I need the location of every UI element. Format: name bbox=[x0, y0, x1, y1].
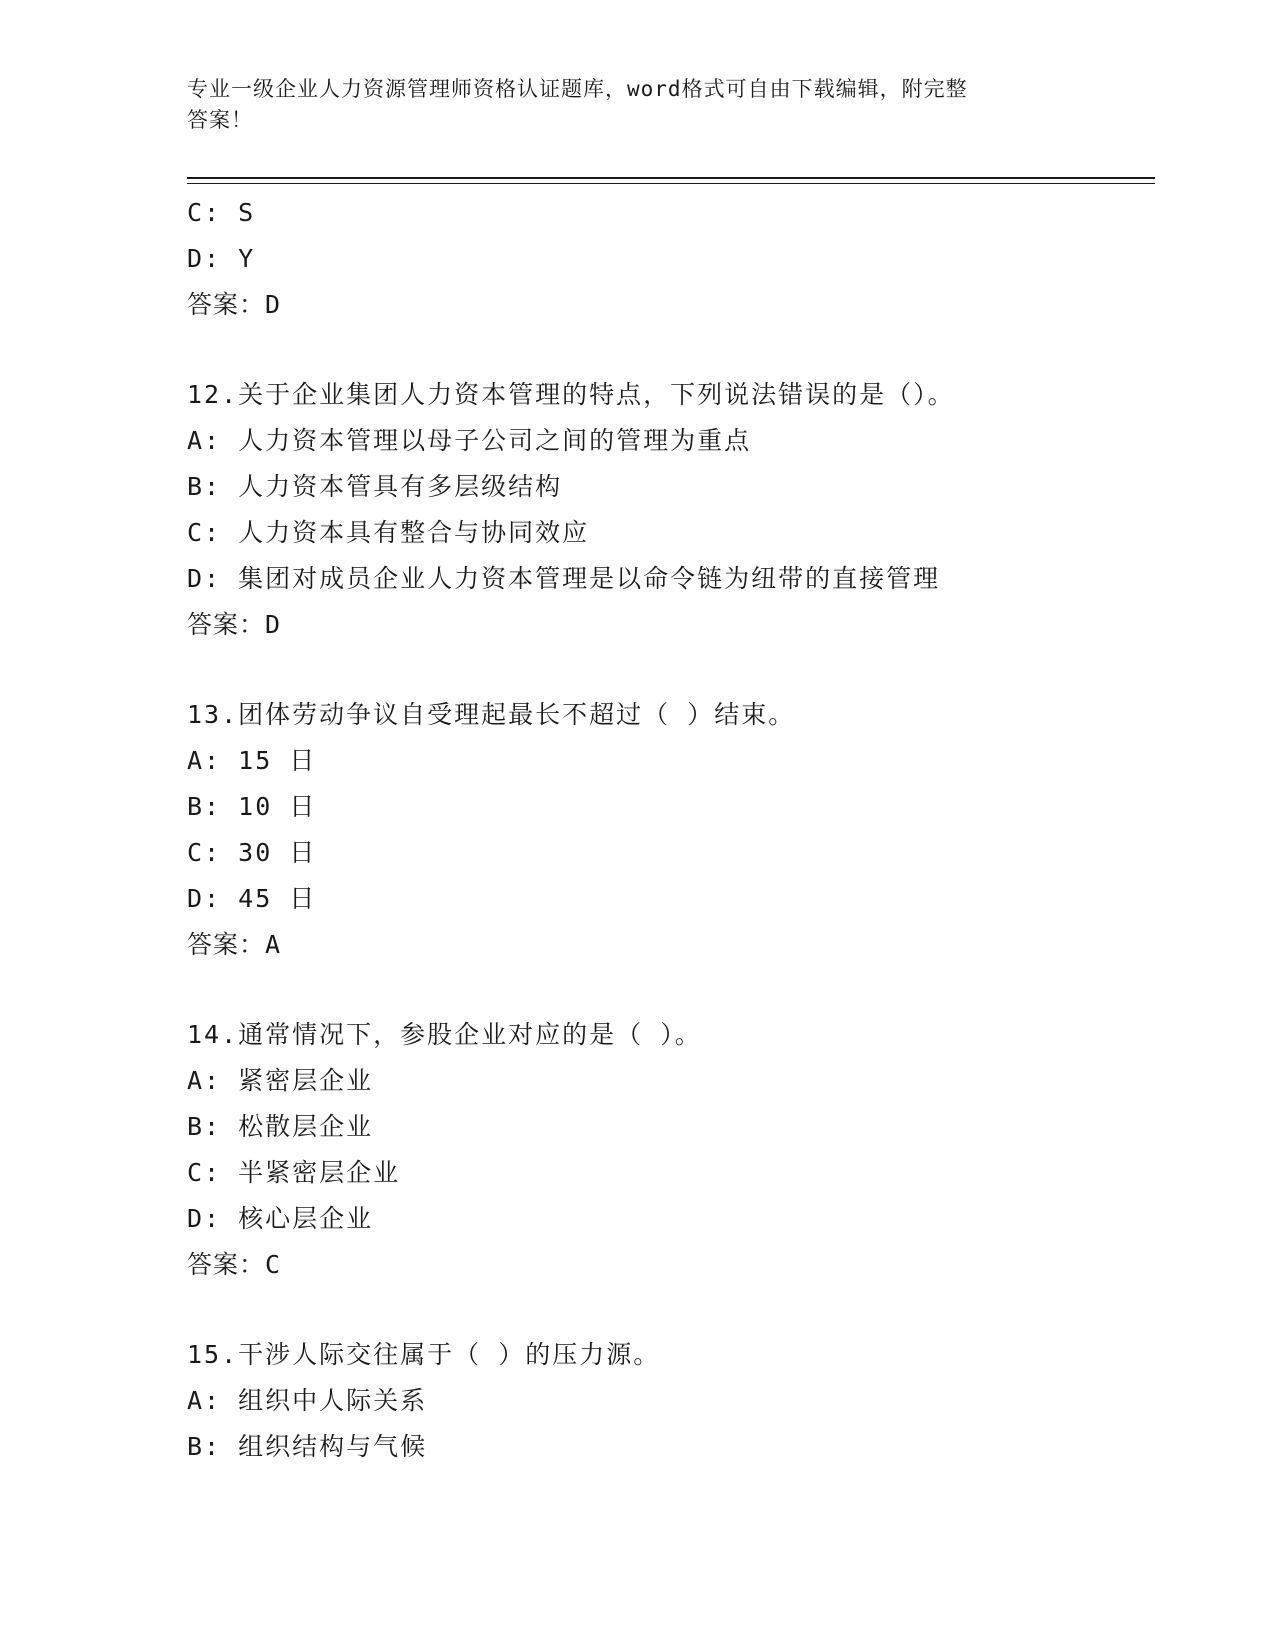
option-letter: C: bbox=[187, 198, 222, 227]
question-stem: 14.通常情况下，参股企业对应的是（ ）。 bbox=[187, 1020, 702, 1049]
question-list bbox=[187, 190, 1155, 1470]
answer-value: C bbox=[265, 1250, 282, 1279]
answer-line bbox=[187, 922, 1155, 968]
question-block bbox=[187, 692, 1155, 968]
option-a bbox=[187, 1378, 1155, 1424]
header-divider-thick bbox=[187, 177, 1155, 179]
option-text: 人力资本管具有多层级结构 bbox=[238, 472, 563, 501]
question-block bbox=[187, 372, 1155, 648]
question-stem: 12.关于企业集团人力资本管理的特点，下列说法错误的是（）。 bbox=[187, 380, 955, 409]
option-letter: D: bbox=[187, 1204, 222, 1233]
option-c bbox=[187, 190, 1155, 236]
option-text: 紧密层企业 bbox=[238, 1066, 374, 1095]
question-stem: 13.团体劳动争议自受理起最长不超过（ ）结束。 bbox=[187, 700, 796, 729]
option-text: Y bbox=[238, 244, 256, 273]
option-c bbox=[187, 830, 1155, 876]
option-letter: D: bbox=[187, 564, 222, 593]
spacer bbox=[187, 968, 1155, 1012]
option-b bbox=[187, 784, 1155, 830]
answer-line bbox=[187, 282, 1155, 328]
option-d bbox=[187, 1196, 1155, 1242]
option-letter: B: bbox=[187, 792, 222, 821]
option-letter: B: bbox=[187, 1432, 222, 1461]
option-text: 集团对成员企业人力资本管理是以命令链为纽带的直接管理 bbox=[238, 564, 941, 593]
option-letter: A: bbox=[187, 746, 222, 775]
answer-label: 答案： bbox=[187, 610, 266, 639]
option-text: 组织中人际关系 bbox=[238, 1386, 428, 1415]
option-text: 核心层企业 bbox=[238, 1204, 374, 1233]
question-block-partial bbox=[187, 190, 1155, 328]
answer-value: A bbox=[265, 930, 282, 959]
option-c bbox=[187, 1150, 1155, 1196]
header-line-2: 答案！ bbox=[187, 108, 253, 132]
option-text: 半紧密层企业 bbox=[238, 1158, 401, 1187]
option-text: 10 日 bbox=[238, 792, 317, 821]
option-letter: A: bbox=[187, 1386, 222, 1415]
answer-value: D bbox=[265, 610, 282, 639]
answer-line bbox=[187, 602, 1155, 648]
answer-line bbox=[187, 1242, 1155, 1288]
question-block bbox=[187, 1332, 1155, 1470]
option-d bbox=[187, 876, 1155, 922]
option-b bbox=[187, 464, 1155, 510]
header-divider-thin bbox=[187, 183, 1155, 184]
answer-label: 答案： bbox=[187, 290, 266, 319]
option-c bbox=[187, 510, 1155, 556]
spacer bbox=[187, 1288, 1155, 1332]
option-a bbox=[187, 738, 1155, 784]
option-letter: C: bbox=[187, 838, 222, 867]
answer-value: D bbox=[265, 290, 282, 319]
answer-label: 答案： bbox=[187, 930, 266, 959]
option-a bbox=[187, 1058, 1155, 1104]
option-text: 组织结构与气候 bbox=[238, 1432, 428, 1461]
option-text: 30 日 bbox=[238, 838, 317, 867]
option-letter: A: bbox=[187, 426, 222, 455]
option-letter: A: bbox=[187, 1066, 222, 1095]
option-letter: B: bbox=[187, 1112, 222, 1141]
option-a bbox=[187, 418, 1155, 464]
option-text: 松散层企业 bbox=[238, 1112, 374, 1141]
option-d bbox=[187, 236, 1155, 282]
option-d bbox=[187, 556, 1155, 602]
option-letter: B: bbox=[187, 472, 222, 501]
option-text: 人力资本具有整合与协同效应 bbox=[238, 518, 590, 547]
option-b bbox=[187, 1104, 1155, 1150]
spacer bbox=[187, 648, 1155, 692]
option-letter: C: bbox=[187, 1158, 222, 1187]
option-b bbox=[187, 1424, 1155, 1470]
option-text: 45 日 bbox=[238, 884, 317, 913]
option-text: 人力资本管理以母子公司之间的管理为重点 bbox=[238, 426, 752, 455]
question-stem: 15.干涉人际交往属于（ ）的压力源。 bbox=[187, 1340, 661, 1369]
option-letter: D: bbox=[187, 244, 222, 273]
option-letter: C: bbox=[187, 518, 222, 547]
document-header bbox=[187, 74, 1067, 136]
option-text: S bbox=[238, 198, 256, 227]
question-block bbox=[187, 1012, 1155, 1288]
option-text: 15 日 bbox=[238, 746, 317, 775]
header-line-1: 专业一级企业人力资源管理师资格认证题库，word格式可自由下载编辑，附完整 bbox=[187, 77, 968, 101]
answer-label: 答案： bbox=[187, 1250, 266, 1279]
spacer bbox=[187, 328, 1155, 372]
option-letter: D: bbox=[187, 884, 222, 913]
